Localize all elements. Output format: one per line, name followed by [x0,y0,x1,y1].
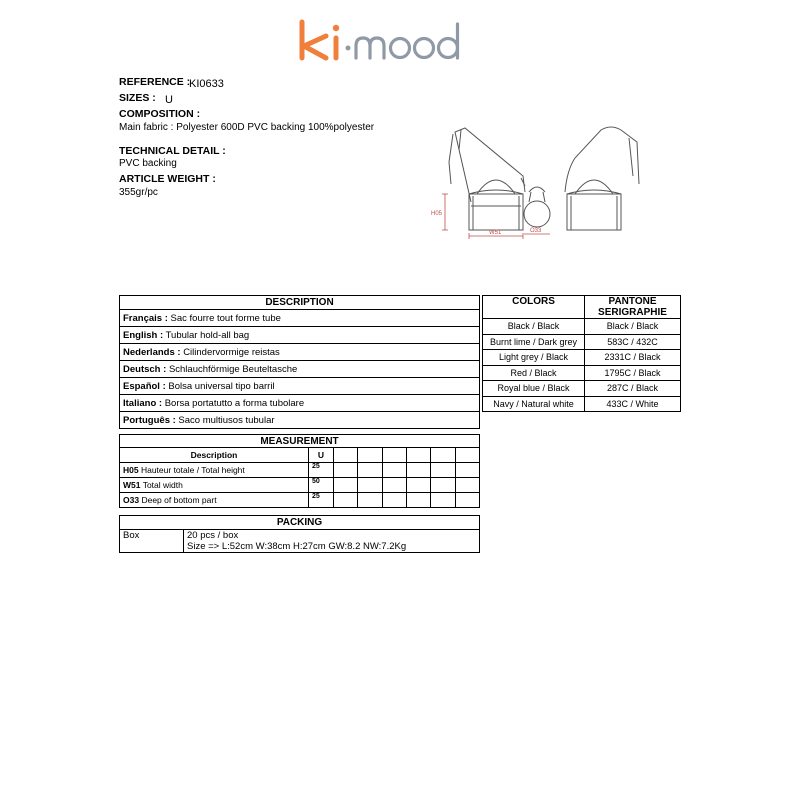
description-row: Português : Saco multiusos tubular [120,412,480,429]
composition-label: COMPOSITION : [119,108,201,120]
packing-label: Box [120,530,184,553]
packing-size: Size => L:52cm W:38cm H:27cm GW:8.2 NW:7.2Kg [187,541,407,552]
colors-header: COLORS [483,296,585,319]
colors-table [482,295,681,412]
article-weight-label: ARTICLE WEIGHT : [119,173,216,185]
color-row: Navy / Natural white 433C / White [483,396,681,412]
packing-details [184,530,480,553]
pantone-header: PANTONE SERIGRAPHIE [585,296,681,319]
description-row: Français : Sac fourre tout forme tube [120,310,480,327]
sizes-label: SIZES : [119,92,156,104]
packing-title: PACKING [120,516,480,530]
packing-table [119,515,480,553]
description-title: DESCRIPTION [120,296,480,310]
packing-quantity: 20 pcs / box [187,530,239,541]
measurement-description-header: Description [120,448,309,463]
technical-detail-value: PVC backing [119,158,177,169]
color-row: Red / Black 1795C / Black [483,365,681,381]
description-row: Deutsch : Schlauchförmige Beuteltasche [120,361,480,378]
description-table [119,295,480,429]
description-row: Español : Bolsa universal tipo barril [120,378,480,395]
measurement-row: H05 Hauteur totale / Total height 25 [120,463,480,478]
description-row: English : Tubular hold-all bag [120,327,480,344]
measurement-title: MEASUREMENT [120,435,480,448]
description-row: Italiano : Borsa portatutto a forma tubolare [120,395,480,412]
article-weight-value: 355gr/pc [119,187,158,198]
sizes-value: U [165,94,173,106]
color-row: Black / Black Black / Black [483,319,681,335]
description-row: Nederlands : Cilindervormige reistas [120,344,480,361]
brand-logo [296,6,486,68]
color-row: Light grey / Black 2331C / Black [483,350,681,366]
width-dimension-label: W51 [489,230,502,236]
measurement-row: W51 Total width 50 [120,478,480,493]
measurement-table [119,434,480,508]
height-dimension-label: H05 [431,211,443,217]
reference-value: KI0633 [189,78,224,90]
bag-technical-drawing [425,122,675,244]
technical-detail-label: TECHNICAL DETAIL : [119,145,226,157]
measurement-row: O33 Deep of bottom part 25 [120,493,480,508]
measurement-size-header: U [309,448,334,463]
color-row: Royal blue / Black 287C / Black [483,381,681,397]
reference-label: REFERENCE : [119,76,191,88]
color-row: Burnt lime / Dark grey 583C / 432C [483,334,681,350]
composition-value: Main fabric : Polyester 600D PVC backing 100%polyester [119,122,375,133]
depth-dimension-label: O33 [530,228,542,234]
